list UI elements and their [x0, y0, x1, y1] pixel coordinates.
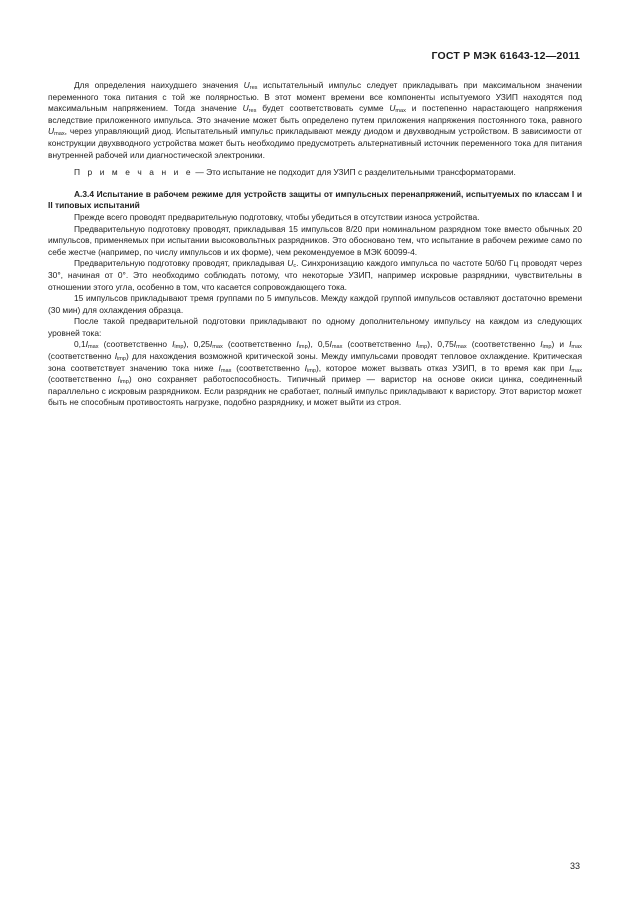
paragraph-preconditioning: Прежде всего проводят предварительную подготовку, чтобы убедиться в отсутствии износа устройства.: [74, 211, 480, 222]
page-number: 33: [569, 861, 580, 871]
paragraph-synchronization: Предварительную подготовку проводят, прикладывая $U_c$. Синхронизацию каждого импульса по частоте 50/60 Гц проводят через 30°, начиная от 0°. Это необходимо соблюдать потому, что некоторые УЗИП, например искровые разрядники, чувствительны в отношении этого угла, особенно в том, что касается сопровождающего тока.: [48, 258, 582, 292]
paragraph-additional-impulse: После такой предварительной подготовки прикладывают по одному дополнительному импульсу на каждом из следующих уровней тока:: [48, 316, 582, 338]
paragraph-groups: 15 импульсов прикладывают тремя группами по 5 импульсов. Между каждой группой импульсов оставляют достаточно времени (30 мин) для охлаждения образца.: [48, 293, 582, 315]
paragraph-worst-case-ures: Для определения наихудшего значения $U_{res}$ испытательный импульс следует прикладывать при максимальном значении переменного тока питания с той же полярностью. В этот момент времени все компоненты испытуемого УЗИП находятся под максимальным напряжением. Тогда значение $U_{res}$ будет соответствовать сумме $U_{max}$ и постепенно нарастающего напряжения вследствие приложенного импульса. Это значение может быть определено путем приложения напряжения постоянного тока, равного $U_{max}$, через управляющий диод. Испытательный импульс прикладывают между диодом и двухвводным устройством. В зависимости от конструкции двухвводного устройства может быть необходимо предусмотреть альтернативный источник переменного тока для питания внутренней рабочей или диагностической электроники.: [48, 80, 582, 160]
standard-header: ГОСТ Р МЭК 61643-12—2011: [431, 50, 580, 62]
paragraph-15-impulses: Предварительную подготовку проводят, прикладывая 15 импульсов 8/20 при номинальном разрядном токе вместо обычных 20 импульсов, применяемых при испытании высоковольтных разрядников. Это обосновано тем, что испытание в рабочем режиме само по себе жестче (например, по числу импульсов и их форме), чем рекомендуемое в МЭК 60099-4.: [48, 223, 582, 257]
note-paragraph: П р и м е ч а н и е — Это испытание не подходит для УЗИП с разделительными трансформаторами.: [74, 167, 516, 178]
paragraph-current-levels: $0,1I_{max}$ (соответственно $I_{imp}$), $0,25I_{max}$ (соответственно $I_{imp}$), $0,5I_{max}$ (соответственно $I_{imp}$), $0,75I_{max}$ (соответственно $I_{imp}$) и $I_{max}$ (соответственно $I_{imp}$) для нахождения возможной критической зоны. Между импульсами проводят тепловое охлаждение. Критическая зона соответствует значению тока ниже $I_{max}$ (соответственно $I_{imp}$), которое может вызвать отказ УЗИП, в то время как при $I_{max}$ (соответственно $I_{imp}$) оно сохраняет работоспособность. Типичный пример — варистор на основе окиси цинка, соединенный параллельно с искровым разрядником. Если разрядник не сработает, полный импульс прикладывают к варистору. Этот варистор может быть не способным противостоять нагрузке, подобно разряднику, и может выйти из строя.: [48, 339, 582, 408]
section-heading-a-3-4: А.3.4 Испытание в рабочем режиме для устройств защиты от импульсных перенапряжений, испытуемых по классам I и II типовых испытаний: [48, 188, 582, 211]
document-body: [48, 80, 582, 409]
note-label: П р и м е ч а н и е: [74, 167, 194, 178]
